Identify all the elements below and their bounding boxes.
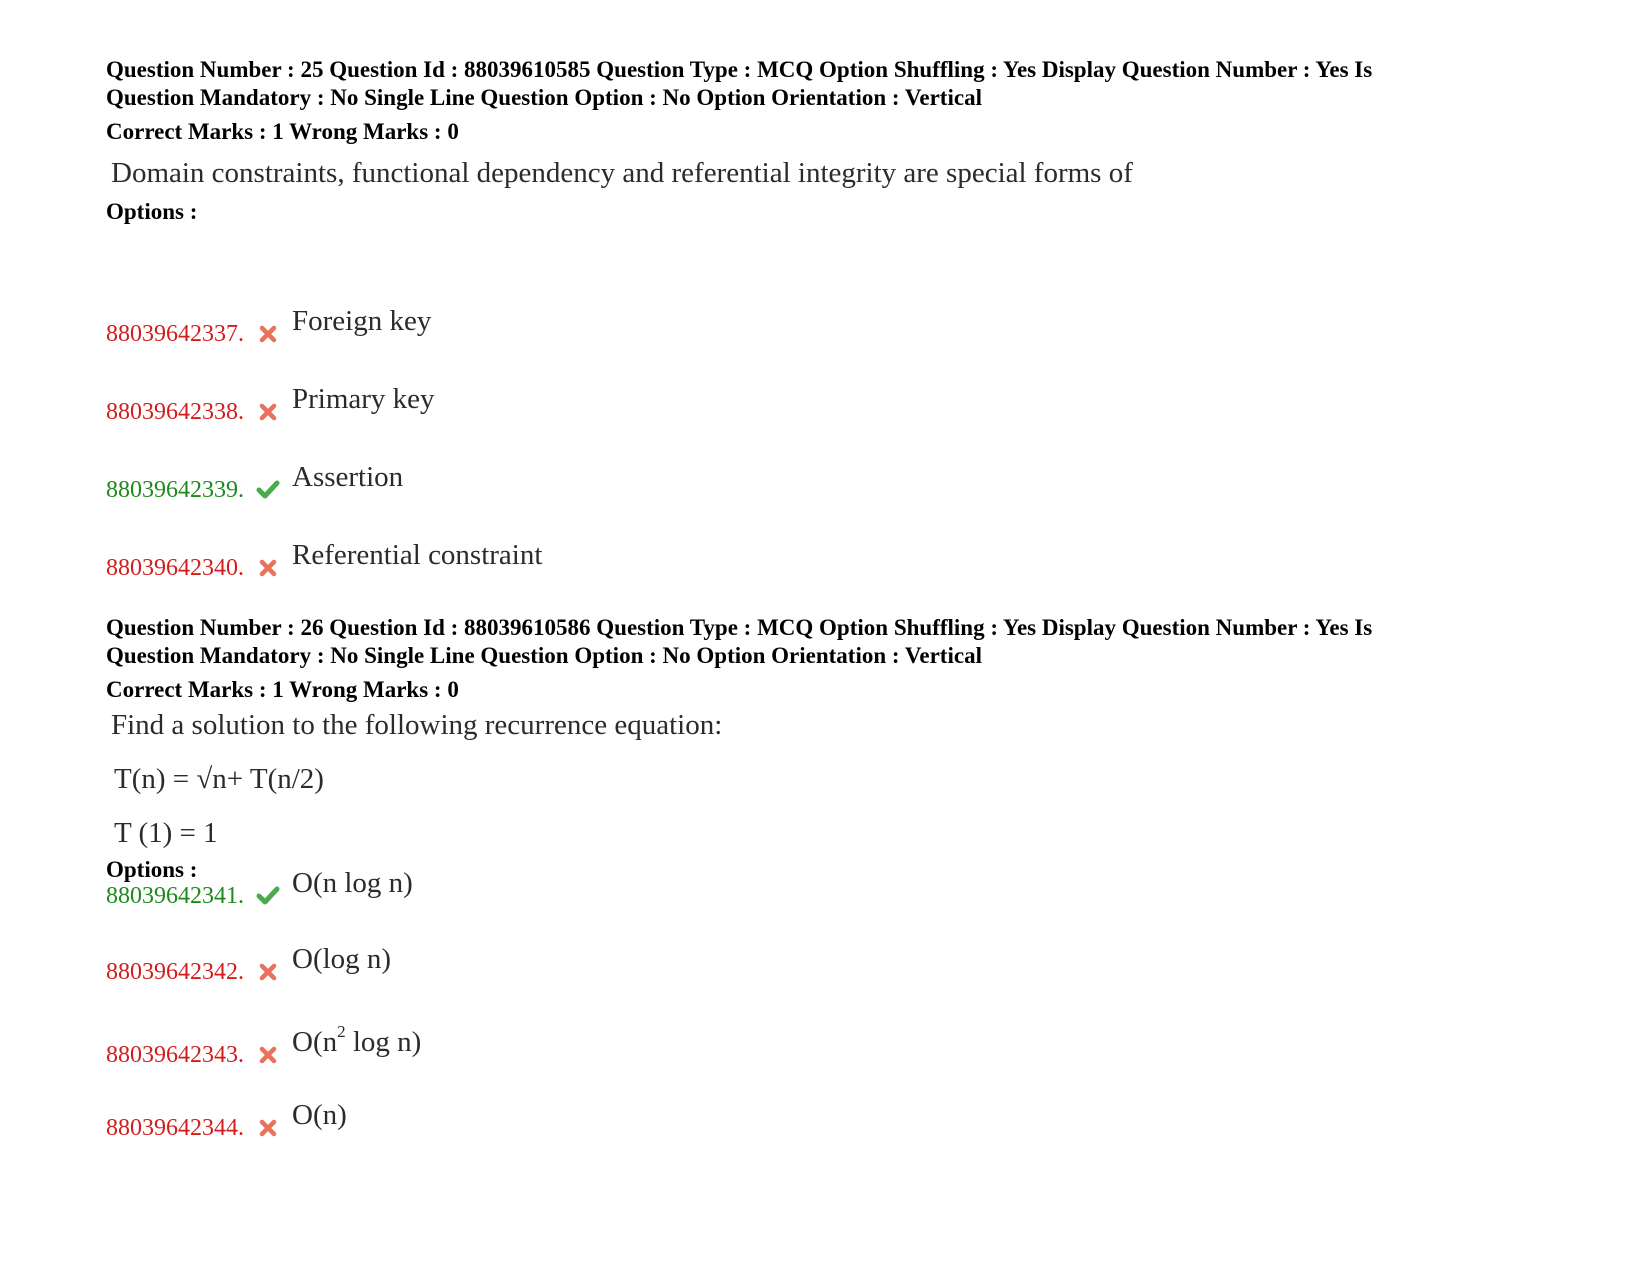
option-item xyxy=(106,534,1006,582)
option-id: 88039642340. xyxy=(106,555,244,581)
check-icon xyxy=(256,478,280,500)
cross-icon xyxy=(258,558,278,578)
option-text: O(n log n) xyxy=(292,867,413,899)
option-text-base: O(n xyxy=(292,1026,338,1058)
base-case: T (1) = 1 xyxy=(114,817,218,849)
question-text: Domain constraints, functional dependency and referential integrity are special forms of xyxy=(111,157,1133,189)
option-id: 88039642341. xyxy=(106,883,244,909)
option-text: Foreign key xyxy=(292,305,432,337)
option-text xyxy=(292,1022,422,1059)
option-text: O(log n) xyxy=(292,943,392,975)
option-text: O(n) xyxy=(292,1099,347,1131)
recurrence-equation: T(n) = √n+ T(n/2) xyxy=(114,763,324,795)
option-id: 88039642338. xyxy=(106,399,244,425)
option-item xyxy=(106,378,1006,426)
question-meta-line-1: Question Number : 26 Question Id : 88039610586 Question Type : MCQ Option Shuffling : Yes Display Question Number : Yes Is xyxy=(106,615,1373,640)
question-meta-line-1: Question Number : 25 Question Id : 88039610585 Question Type : MCQ Option Shuffling : Yes Display Question Number : Yes Is xyxy=(106,57,1373,82)
question-meta-line-2: Question Mandatory : No Single Line Question Option : No Option Orientation : Vertical xyxy=(106,85,982,110)
cross-icon xyxy=(258,962,278,982)
option-text: Assertion xyxy=(292,461,404,493)
cross-icon xyxy=(258,1118,278,1138)
cross-icon xyxy=(258,324,278,344)
option-id: 88039642342. xyxy=(106,959,244,985)
question-block xyxy=(106,614,1546,1141)
question-block xyxy=(106,56,1546,581)
question-text: Find a solution to the following recurrence equation: xyxy=(111,709,723,741)
option-id: 88039642339. xyxy=(106,477,244,503)
option-text: Referential constraint xyxy=(292,539,543,571)
option-id: 88039642344. xyxy=(106,1115,244,1141)
check-icon xyxy=(256,884,280,906)
option-item xyxy=(106,938,1006,986)
question-meta-line-2: Question Mandatory : No Single Line Question Option : No Option Orientation : Vertical xyxy=(106,643,982,668)
option-text-exponent: 2 xyxy=(337,1022,346,1042)
question-marks: Correct Marks : 1 Wrong Marks : 0 xyxy=(106,119,459,144)
option-item xyxy=(106,862,1006,910)
option-item xyxy=(106,456,1006,504)
option-text: Primary key xyxy=(292,383,435,415)
option-id: 88039642343. xyxy=(106,1042,244,1068)
option-item xyxy=(106,300,1006,348)
option-item xyxy=(106,1094,1006,1142)
option-text-rest: log n) xyxy=(345,1026,422,1058)
options-label: Options : xyxy=(106,199,198,224)
question-marks: Correct Marks : 1 Wrong Marks : 0 xyxy=(106,677,459,702)
options-label: Options : xyxy=(106,857,198,882)
cross-icon xyxy=(258,1045,278,1065)
option-item xyxy=(106,1021,1006,1069)
cross-icon xyxy=(258,402,278,422)
option-id: 88039642337. xyxy=(106,321,244,347)
